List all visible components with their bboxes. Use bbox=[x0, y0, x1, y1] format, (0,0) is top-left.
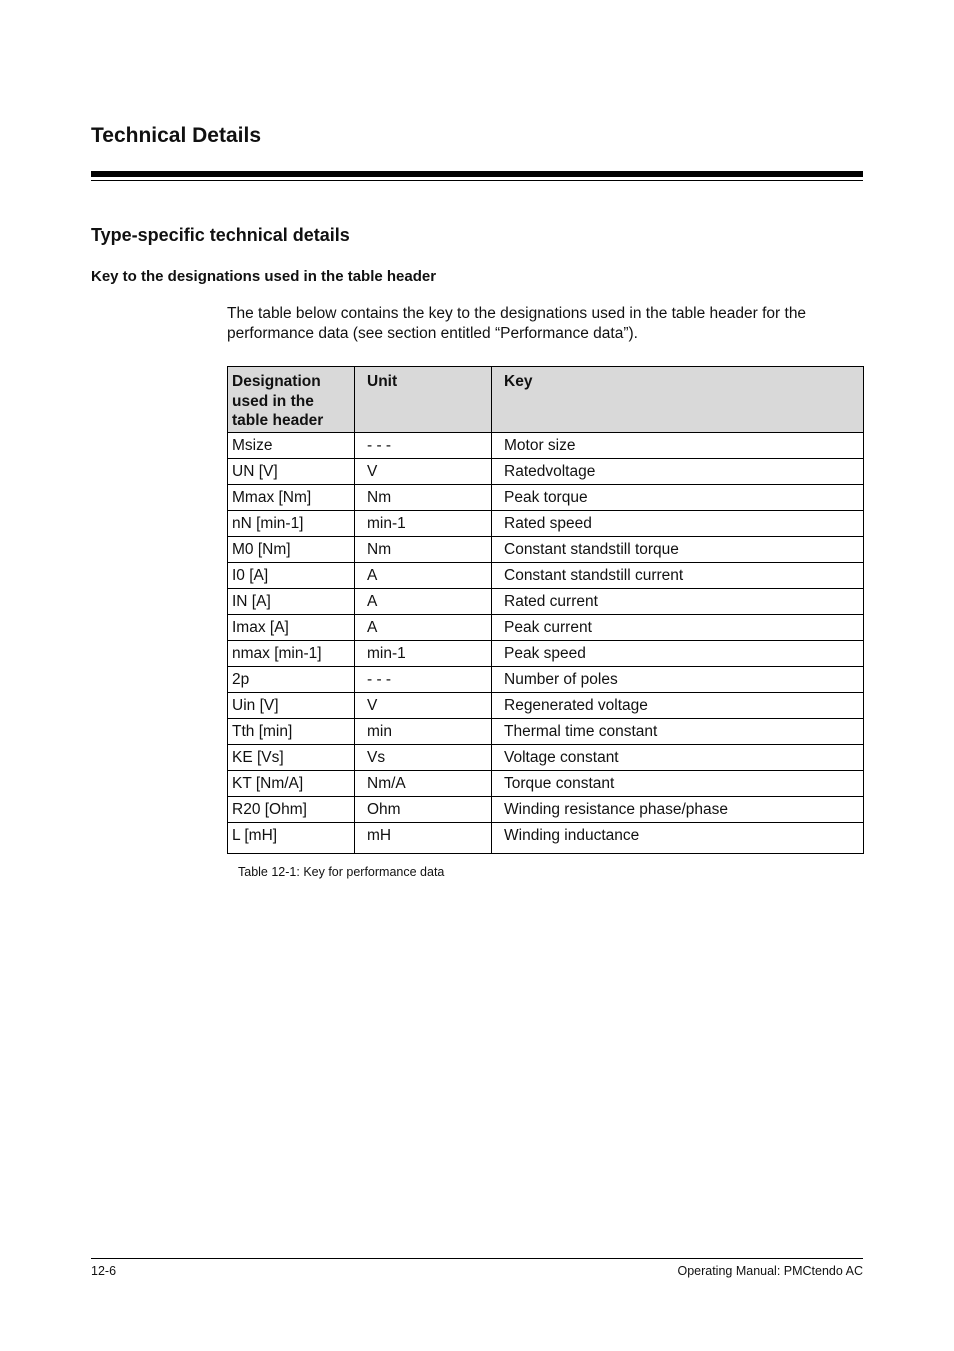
cell-unit: - - - bbox=[355, 667, 492, 693]
table-row bbox=[228, 433, 864, 459]
cell-designation: KT [Nm/A] bbox=[228, 771, 355, 797]
cell-designation: Imax [A] bbox=[228, 615, 355, 641]
cell-key: Peak speed bbox=[492, 641, 864, 667]
cell-designation: I0 [A] bbox=[228, 563, 355, 589]
cell-unit: A bbox=[355, 615, 492, 641]
header-rule-thin bbox=[91, 180, 863, 181]
table-row bbox=[228, 693, 864, 719]
header-key: Key bbox=[492, 367, 864, 433]
cell-designation: Mmax [Nm] bbox=[228, 485, 355, 511]
cell-designation: UN [V] bbox=[228, 459, 355, 485]
table-row bbox=[228, 615, 864, 641]
cell-key: Ratedvoltage bbox=[492, 459, 864, 485]
table-row bbox=[228, 641, 864, 667]
cell-designation: nmax [min-1] bbox=[228, 641, 355, 667]
subsection-title: Key to the designations used in the table header bbox=[91, 268, 437, 285]
cell-key: Number of poles bbox=[492, 667, 864, 693]
cell-designation: 2p bbox=[228, 667, 355, 693]
table-row bbox=[228, 459, 864, 485]
header-rule-thick bbox=[91, 171, 863, 177]
cell-unit: Nm bbox=[355, 485, 492, 511]
cell-designation: M0 [Nm] bbox=[228, 537, 355, 563]
table-body bbox=[228, 433, 864, 854]
cell-unit: Vs bbox=[355, 745, 492, 771]
cell-unit: A bbox=[355, 563, 492, 589]
document-title: Operating Manual: PMCtendo AC bbox=[677, 1264, 863, 1278]
cell-unit: Ohm bbox=[355, 797, 492, 823]
cell-designation: L [mH] bbox=[228, 823, 355, 854]
header-designation: Designation used in the table header bbox=[228, 367, 355, 433]
cell-designation: IN [A] bbox=[228, 589, 355, 615]
table-row bbox=[228, 719, 864, 745]
cell-unit: V bbox=[355, 459, 492, 485]
table-row bbox=[228, 771, 864, 797]
cell-unit: min-1 bbox=[355, 511, 492, 537]
cell-key: Torque constant bbox=[492, 771, 864, 797]
page-number: 12-6 bbox=[91, 1264, 117, 1278]
table-row bbox=[228, 797, 864, 823]
footer-rule bbox=[91, 1258, 863, 1259]
table-row bbox=[228, 667, 864, 693]
key-table bbox=[227, 366, 864, 854]
cell-unit: min bbox=[355, 719, 492, 745]
cell-key: Thermal time constant bbox=[492, 719, 864, 745]
cell-designation: Msize bbox=[228, 433, 355, 459]
section-title: Type-specific technical details bbox=[91, 225, 350, 245]
cell-key: Rated speed bbox=[492, 511, 864, 537]
table-row bbox=[228, 745, 864, 771]
cell-key: Peak torque bbox=[492, 485, 864, 511]
cell-designation: KE [Vs] bbox=[228, 745, 355, 771]
cell-key: Regenerated voltage bbox=[492, 693, 864, 719]
cell-key: Winding inductance bbox=[492, 823, 864, 854]
table-row bbox=[228, 537, 864, 563]
cell-unit: min-1 bbox=[355, 641, 492, 667]
cell-key: Peak current bbox=[492, 615, 864, 641]
intro-paragraph: The table below contains the key to the designations used in the table header for the performance data (see section entitled “Performance data”). bbox=[227, 305, 807, 342]
table-row bbox=[228, 823, 864, 854]
table-header-row bbox=[228, 367, 864, 433]
chapter-title: Technical Details bbox=[91, 124, 262, 147]
cell-unit: V bbox=[355, 693, 492, 719]
cell-unit: - - - bbox=[355, 433, 492, 459]
table-row bbox=[228, 589, 864, 615]
table-row bbox=[228, 563, 864, 589]
cell-unit: A bbox=[355, 589, 492, 615]
table-caption: Table 12-1: Key for performance data bbox=[238, 865, 445, 879]
cell-key: Constant standstill current bbox=[492, 563, 864, 589]
cell-key: Motor size bbox=[492, 433, 864, 459]
cell-key: Voltage constant bbox=[492, 745, 864, 771]
table-row bbox=[228, 485, 864, 511]
table-row bbox=[228, 511, 864, 537]
cell-unit: Nm/A bbox=[355, 771, 492, 797]
cell-designation: Tth [min] bbox=[228, 719, 355, 745]
cell-designation: nN [min-1] bbox=[228, 511, 355, 537]
cell-designation: R20 [Ohm] bbox=[228, 797, 355, 823]
cell-designation: Uin [V] bbox=[228, 693, 355, 719]
cell-key: Winding resistance phase/phase bbox=[492, 797, 864, 823]
cell-key: Rated current bbox=[492, 589, 864, 615]
cell-unit: Nm bbox=[355, 537, 492, 563]
cell-key: Constant standstill torque bbox=[492, 537, 864, 563]
cell-unit: mH bbox=[355, 823, 492, 854]
header-unit: Unit bbox=[355, 367, 492, 433]
